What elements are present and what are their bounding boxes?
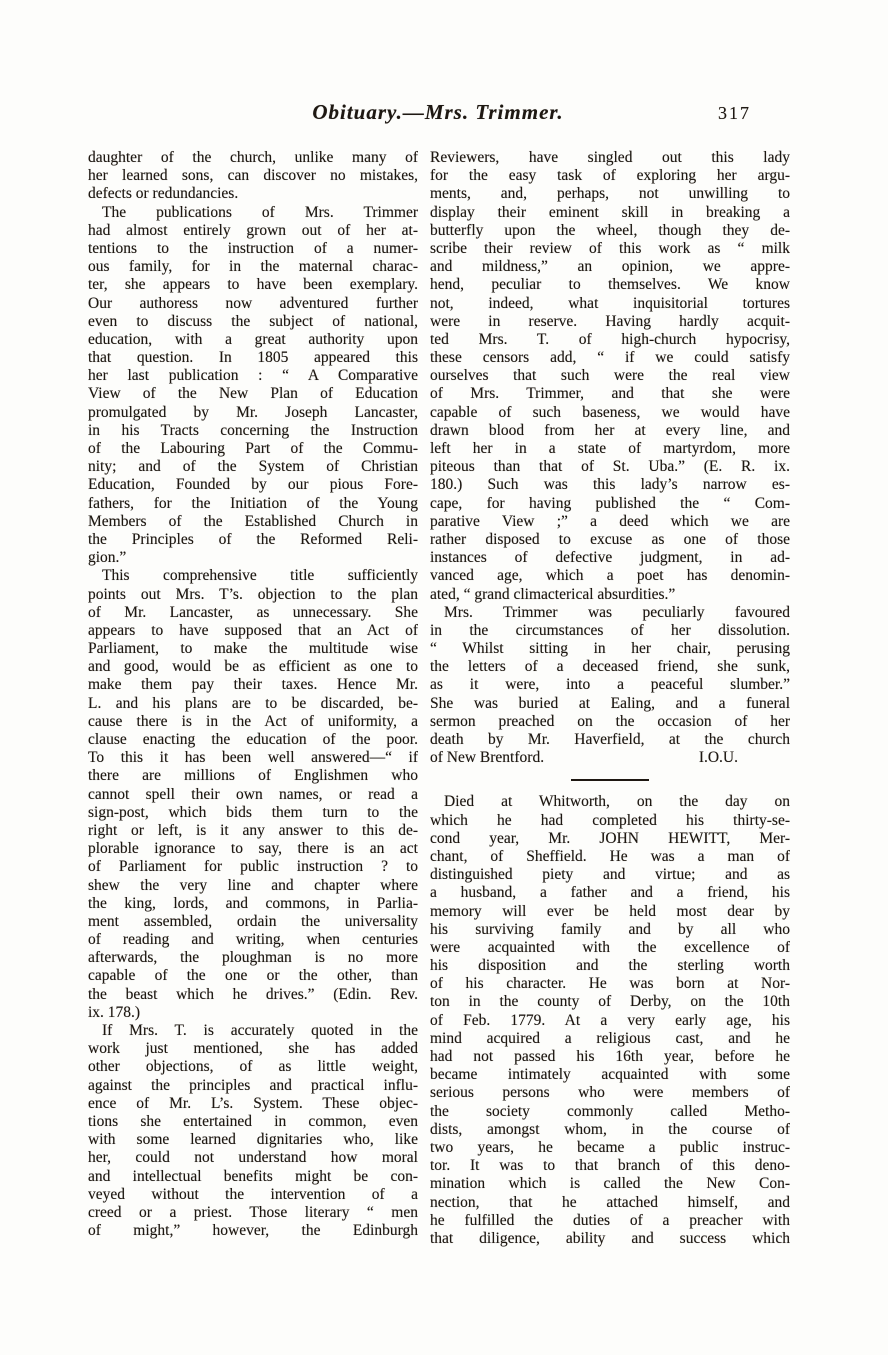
text-line: ments, and, perhaps, not unwilling to	[430, 185, 790, 203]
text-line: with some learned dignitaries who, like	[88, 1131, 418, 1149]
text-line: display their eminent skill in breaking a	[430, 203, 790, 221]
text-line: chant, of Sheffield. He was a man of	[430, 847, 790, 865]
signature-text: of New Brentford.	[430, 749, 545, 767]
text-line: nity; and of the System of Christian	[88, 458, 418, 476]
text-line: sermon preached on the occasion of her	[430, 712, 790, 730]
text-line: her last publication : “ A Comparative	[88, 367, 418, 385]
text-line: these censors add, “ if we could satisfy	[430, 349, 790, 367]
text-line: instances of defective judgment, in ad-	[430, 549, 790, 567]
text-line: were in reserve. Having hardly acquit-	[430, 312, 790, 330]
text-line: She was buried at Ealing, and a funeral	[430, 694, 790, 712]
text-line: parative View ;” a deed which we are	[430, 512, 790, 530]
right-column	[430, 149, 790, 1248]
text-line: ous family, for in the maternal charac-	[88, 258, 418, 276]
text-line: distinguished piety and virtue; and as	[430, 866, 790, 884]
text-line: other objections, of as little weight,	[88, 1058, 418, 1076]
text-line: 180.) Such was this lady’s narrow es-	[430, 476, 790, 494]
text-line: ted Mrs. T. of high-church hypocrisy,	[430, 330, 790, 348]
text-line: death by Mr. Haverfield, at the church	[430, 731, 790, 748]
text-line: tions she entertained in common, even	[88, 1112, 418, 1130]
text-line: daughter of the church, unlike many of	[88, 149, 418, 166]
text-line: had not passed his 16th year, before he	[430, 1048, 790, 1065]
text-line: mination which is called the New Con-	[430, 1175, 790, 1193]
text-line: This comprehensive title sufficiently	[102, 567, 418, 585]
page-header	[88, 100, 788, 136]
text-line: even to discuss the subject of national,	[88, 312, 418, 330]
text-line: work just mentioned, she has added	[88, 1040, 418, 1058]
text-line: Reviewers, have singled out this lady	[430, 149, 790, 166]
text-line: appears to have supposed that an Act of	[88, 621, 418, 639]
text-line: became intimately acquainted with some	[430, 1066, 790, 1084]
text-line: ment assembled, ordain the universality	[88, 912, 418, 930]
page-title: Obituary.—Mrs. Trimmer.	[312, 100, 564, 124]
text-line: the Principles of the Reformed Reli-	[88, 530, 418, 548]
text-line: points out Mrs. T’s. objection to the plan	[88, 585, 418, 603]
text-columns	[88, 149, 790, 1248]
text-line: dists, amongst whom, in the course of	[430, 1120, 790, 1138]
text-line: a husband, a father and a friend, his	[430, 884, 790, 902]
text-line: Died at Whitworth, on the day on	[444, 793, 790, 811]
text-line: he fulfilled the duties of a preacher with	[430, 1211, 790, 1229]
text-line: in the circumstances of her dissolution.	[430, 621, 790, 639]
text-line: right or left, is it any answer to this de-	[88, 821, 418, 839]
divider-line	[571, 779, 649, 781]
text-line: scribe their review of this work as “ milk	[430, 239, 790, 257]
text-line: of the Labouring Part of the Commu-	[88, 440, 418, 457]
text-line: and intellectual benefits might be con-	[88, 1167, 418, 1185]
text-line: vanced age, which a poet has denomin-	[430, 567, 790, 585]
text-line: creed or a priest. Those literary “ men	[88, 1203, 418, 1221]
text-line: of Mr. Lancaster, as unnecessary. She	[88, 603, 418, 621]
text-line: View of the New Plan of Education	[88, 385, 418, 403]
text-line: were acquainted with the excellence of	[430, 938, 790, 956]
text-line: Parliament, to make the multitude wise	[88, 640, 418, 658]
text-line: education, with a great authority upon	[88, 330, 418, 348]
text-line: capable of such baseness, we would have	[430, 403, 790, 421]
text-line: nection, that he attached himself, and	[430, 1193, 790, 1211]
text-line: her, could not understand how moral	[88, 1149, 418, 1167]
text-line: of reading and writing, when centuries	[88, 931, 418, 949]
text-line: for the easy task of exploring her argu-	[430, 167, 790, 185]
text-line: of might,” however, the Edinburgh	[88, 1222, 418, 1240]
text-line: butterfly upon the wheel, though they de-	[430, 221, 790, 239]
text-line: tor. It was to that branch of this deno-	[430, 1157, 790, 1175]
left-column	[88, 149, 418, 1248]
text-line: of his character. He was born at Nor-	[430, 975, 790, 993]
text-line: in his Tracts concerning the Instruction	[88, 421, 418, 439]
text-line: capable of the one or the other, than	[88, 967, 418, 985]
text-line: as it were, into a peaceful slumber.”	[430, 676, 790, 694]
text-line: his disposition and the sterling worth	[430, 957, 790, 975]
text-line: that diligence, ability and success which	[430, 1229, 790, 1247]
text-line: and mildness,” an opinion, we appre-	[430, 258, 790, 276]
text-line: defects or redundancies.	[88, 185, 239, 203]
text-line: cannot spell their own names, or read a	[88, 785, 418, 803]
text-line: serious persons who were members of	[430, 1084, 790, 1102]
text-line: veyed without the intervention of a	[88, 1185, 418, 1203]
text-line: the beast which he drives.” (Edin. Rev.	[88, 985, 418, 1003]
text-line: Our authoress now adventured further	[88, 294, 418, 312]
text-line: piteous than that of St. Uba.” (E. R. ix.	[430, 458, 790, 476]
text-line: memory will ever be held most dear by	[430, 902, 790, 920]
text-line: ix. 178.)	[88, 1003, 141, 1021]
text-line: had almost entirely grown out of her at-	[88, 221, 418, 239]
text-line: the society commonly called Metho-	[430, 1102, 790, 1120]
text-line: cond year, Mr. JOHN HEWITT, Mer-	[430, 829, 790, 847]
text-line: drawn blood from her at every line, and	[430, 421, 790, 439]
text-line: Education, Founded by our pious Fore-	[88, 476, 418, 494]
signature-line	[430, 749, 790, 767]
signature-initials: I.O.U.	[698, 749, 738, 767]
text-line: ourselves that such were the real view	[430, 367, 790, 385]
text-line: rather disposed to excuse as one of those	[430, 530, 790, 548]
text-line: make them pay their taxes. Hence Mr.	[88, 676, 418, 694]
text-line: that question. In 1805 appeared this	[88, 349, 418, 367]
text-line: ter, she appears to have been exemplary.	[88, 276, 418, 294]
text-line: there are millions of Englishmen who	[88, 767, 418, 785]
text-line: The publications of Mrs. Trimmer	[102, 203, 418, 221]
text-line: not, indeed, what inquisitorial tortures	[430, 294, 790, 312]
text-line: against the principles and practical influ-	[88, 1076, 418, 1094]
text-line: shew the very line and chapter where	[88, 876, 418, 894]
text-line: ence of Mr. L’s. System. These objec-	[88, 1094, 418, 1112]
text-line: tentions to the instruction of a numer-	[88, 239, 418, 257]
text-line: his surviving family and by all who	[430, 920, 790, 938]
text-line: To this it has been well answered—“ if	[88, 749, 418, 767]
text-line: afterwards, the ploughman is no more	[88, 949, 418, 967]
text-line: hend, peculiar to themselves. We know	[430, 276, 790, 294]
page-number: 317	[718, 103, 751, 123]
text-line: “ Whilst sitting in her chair, perusing	[430, 640, 790, 658]
section-divider	[430, 767, 790, 793]
text-line: Members of the Established Church in	[88, 512, 418, 530]
text-line: plorable ignorance to say, there is an act	[88, 840, 418, 858]
text-line: of Mrs. Trimmer, and that she were	[430, 385, 790, 403]
text-line: cause there is in the Act of uniformity, a	[88, 712, 418, 730]
text-line: the king, lords, and commons, in Parlia-	[88, 894, 418, 912]
text-line: cape, for having published the “ Com-	[430, 494, 790, 512]
text-line: mind acquired a religious cast, and he	[430, 1029, 790, 1047]
text-line: of Feb. 1779. At a very early age, his	[430, 1011, 790, 1029]
text-line: which he had completed his thirty-se-	[430, 811, 790, 829]
text-line: sign-post, which bids them turn to the	[88, 803, 418, 821]
text-line: the letters of a deceased friend, she sunk,	[430, 658, 790, 676]
text-line: clause enacting the education of the poor.	[88, 731, 418, 748]
text-line: gion.”	[88, 549, 127, 567]
text-line: If Mrs. T. is accurately quoted in the	[102, 1022, 418, 1039]
text-line: Mrs. Trimmer was peculiarly favoured	[444, 603, 790, 621]
text-line: two years, he became a public instruc-	[430, 1138, 790, 1156]
text-line: fathers, for the Initiation of the Young	[88, 494, 418, 512]
text-line: ton in the county of Derby, on the 10th	[430, 993, 790, 1011]
text-line: her learned sons, can discover no mistakes,	[88, 167, 418, 185]
text-line: of Parliament for public instruction ? to	[88, 858, 418, 876]
text-line: ated, “ grand climacterical absurdities.”	[430, 585, 676, 603]
text-line: promulgated by Mr. Joseph Lancaster,	[88, 403, 418, 421]
text-line: and good, would be as efficient as one to	[88, 658, 418, 676]
text-line: left her in a state of martyrdom, more	[430, 440, 790, 457]
text-line: L. and his plans are to be discarded, be-	[88, 694, 418, 712]
